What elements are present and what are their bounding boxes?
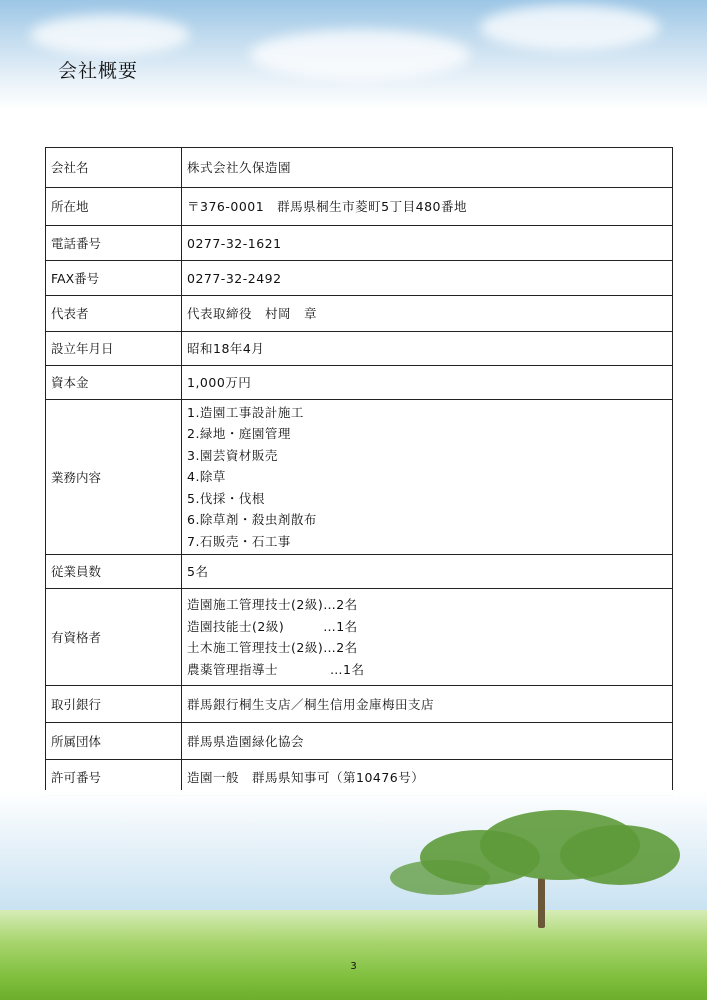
row-value [182, 400, 673, 555]
company-profile-table [45, 147, 673, 796]
row-label: 有資格者 [46, 589, 182, 686]
row-value: 0277-32-2492 [182, 261, 673, 296]
list-item: 4.除草 [187, 469, 226, 485]
table-row [46, 366, 673, 400]
grass-field [0, 910, 707, 1000]
business-items-list [187, 402, 667, 553]
row-label: 許可番号 [46, 760, 182, 796]
list-item: 3.園芸資材販売 [187, 447, 278, 463]
cloud [250, 30, 470, 80]
row-value: 1,000万円 [182, 366, 673, 400]
list-item: 5.伐採・伐根 [187, 490, 265, 506]
tree-canopy [560, 825, 680, 885]
list-item: 6.除草剤・殺虫剤散布 [187, 512, 317, 528]
row-label: 設立年月日 [46, 332, 182, 366]
row-label: 取引銀行 [46, 686, 182, 723]
list-item: 造園技能士(2級) …1名 [187, 618, 358, 634]
list-item: 1.造園工事設計施工 [187, 404, 304, 420]
table-row [46, 723, 673, 760]
row-label: FAX番号 [46, 261, 182, 296]
list-item: 土木施工管理技士(2級)…2名 [187, 640, 358, 655]
row-value: 株式会社久保造園 [182, 148, 673, 188]
header-sky-background [0, 0, 707, 110]
row-value [182, 589, 673, 686]
table-row [46, 332, 673, 366]
table-row-qualified [46, 589, 673, 686]
row-label: 代表者 [46, 296, 182, 332]
row-value: 5名 [182, 555, 673, 589]
qualified-items-list [187, 594, 667, 680]
cloud [480, 5, 660, 50]
tree-trunk [538, 878, 545, 928]
row-label: 資本金 [46, 366, 182, 400]
cloud [30, 15, 190, 55]
row-value: 0277-32-1621 [182, 226, 673, 261]
row-value: 群馬銀行桐生支店／桐生信用金庫梅田支店 [182, 686, 673, 723]
row-value: 群馬県造園緑化協会 [182, 723, 673, 760]
row-label: 業務内容 [46, 400, 182, 555]
table-row [46, 148, 673, 188]
row-label: 電話番号 [46, 226, 182, 261]
row-label: 所属団体 [46, 723, 182, 760]
table-row [46, 686, 673, 723]
page-number: 3 [350, 961, 357, 972]
row-value: 昭和18年4月 [182, 332, 673, 366]
row-value: 代表取締役 村岡 章 [182, 296, 673, 332]
list-item: 農薬管理指導士 …1名 [187, 661, 365, 677]
table-row [46, 188, 673, 226]
list-item: 2.緑地・庭園管理 [187, 426, 291, 442]
row-label: 会社名 [46, 148, 182, 188]
list-item: 7.石販売・石工事 [187, 533, 291, 549]
row-label: 所在地 [46, 188, 182, 226]
row-label: 従業員数 [46, 555, 182, 589]
row-value: 造園一般 群馬県知事可（第10476号） [182, 760, 673, 796]
table-row-business [46, 400, 673, 555]
page-title: 会社概要 [58, 60, 139, 82]
list-item: 造園施工管理技士(2級)…2名 [187, 597, 358, 612]
tree-canopy [390, 860, 490, 895]
row-value: 〒376-0001 群馬県桐生市菱町5丁目480番地 [182, 188, 673, 226]
table-row [46, 555, 673, 589]
table-row [46, 296, 673, 332]
table-row [46, 261, 673, 296]
table-row [46, 226, 673, 261]
